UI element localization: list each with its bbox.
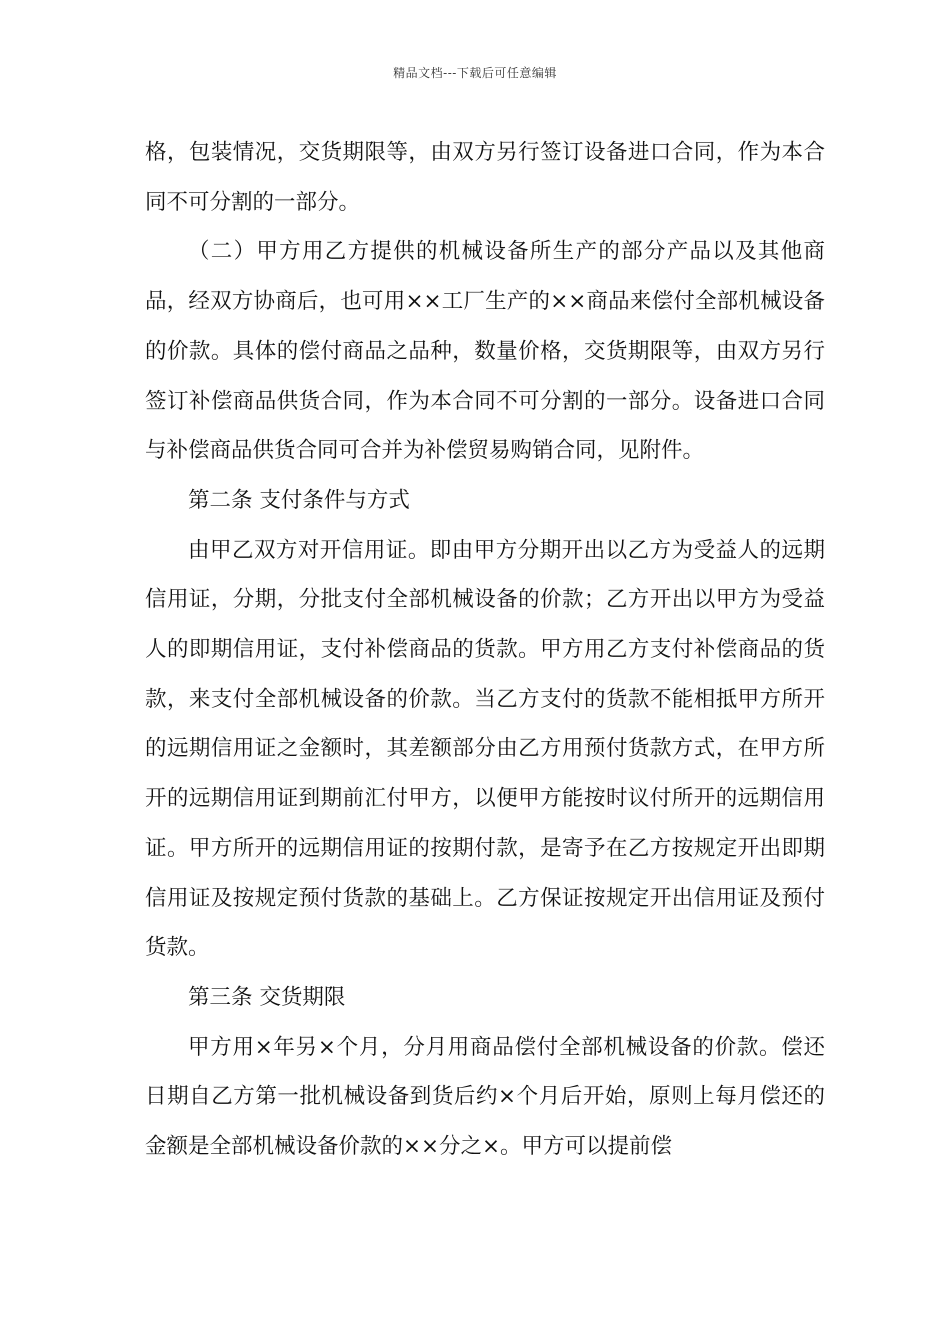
page-header: 精品文档---下载后可任意编辑: [393, 66, 557, 80]
paragraph-compensation-goods: （二）甲方用乙方提供的机械设备所生产的部分产品以及其他商品，经双方协商后，也可用××工厂生产的××商品来偿付全部机械设备的价款。具体的偿付商品之品种，数量价格，交货期限等，由双方另行签订补偿商品供货合同，作为本合同不可分割的一部分。设备进口合同与补偿商品供货合同可合并为补偿贸易购销合同，见附件。: [145, 239, 825, 464]
article-3-heading: 第三条 交货期限: [188, 984, 346, 1010]
paragraph-payment-terms: 由甲乙双方对开信用证。即由甲方分期开出以乙方为受益人的远期信用证，分期，分批支付全部机械设备的价款；乙方开出以甲方为受益人的即期信用证，支付补偿商品的货款。甲方用乙方支付补偿商品的货款，来支付全部机械设备的价款。当乙方支付的货款不能相抵甲方所开的远期信用证之金额时，其差额部分由乙方用预付货款方式，在甲方所开的远期信用证到期前汇付甲方，以便甲方能按时议付所开的远期信用证。甲方所开的远期信用证的按期付款，是寄予在乙方按规定开出即期信用证及按规定预付货款的基础上。乙方保证按规定开出信用证及预付货款。: [145, 537, 825, 961]
paragraph-delivery-terms: 甲方用×年另×个月，分月用商品偿付全部机械设备的价款。偿还日期自乙方第一批机械设备到货后约×个月后开始，原则上每月偿还的金额是全部机械设备价款的××分之×。甲方可以提前偿: [145, 1034, 825, 1160]
paragraph-continuation: 格，包装情况，交货期限等，由双方另行签订设备进口合同，作为本合同不可分割的一部分。: [145, 140, 825, 215]
document-body: [145, 128, 825, 1172]
article-2-heading: 第二条 支付条件与方式: [188, 487, 410, 513]
